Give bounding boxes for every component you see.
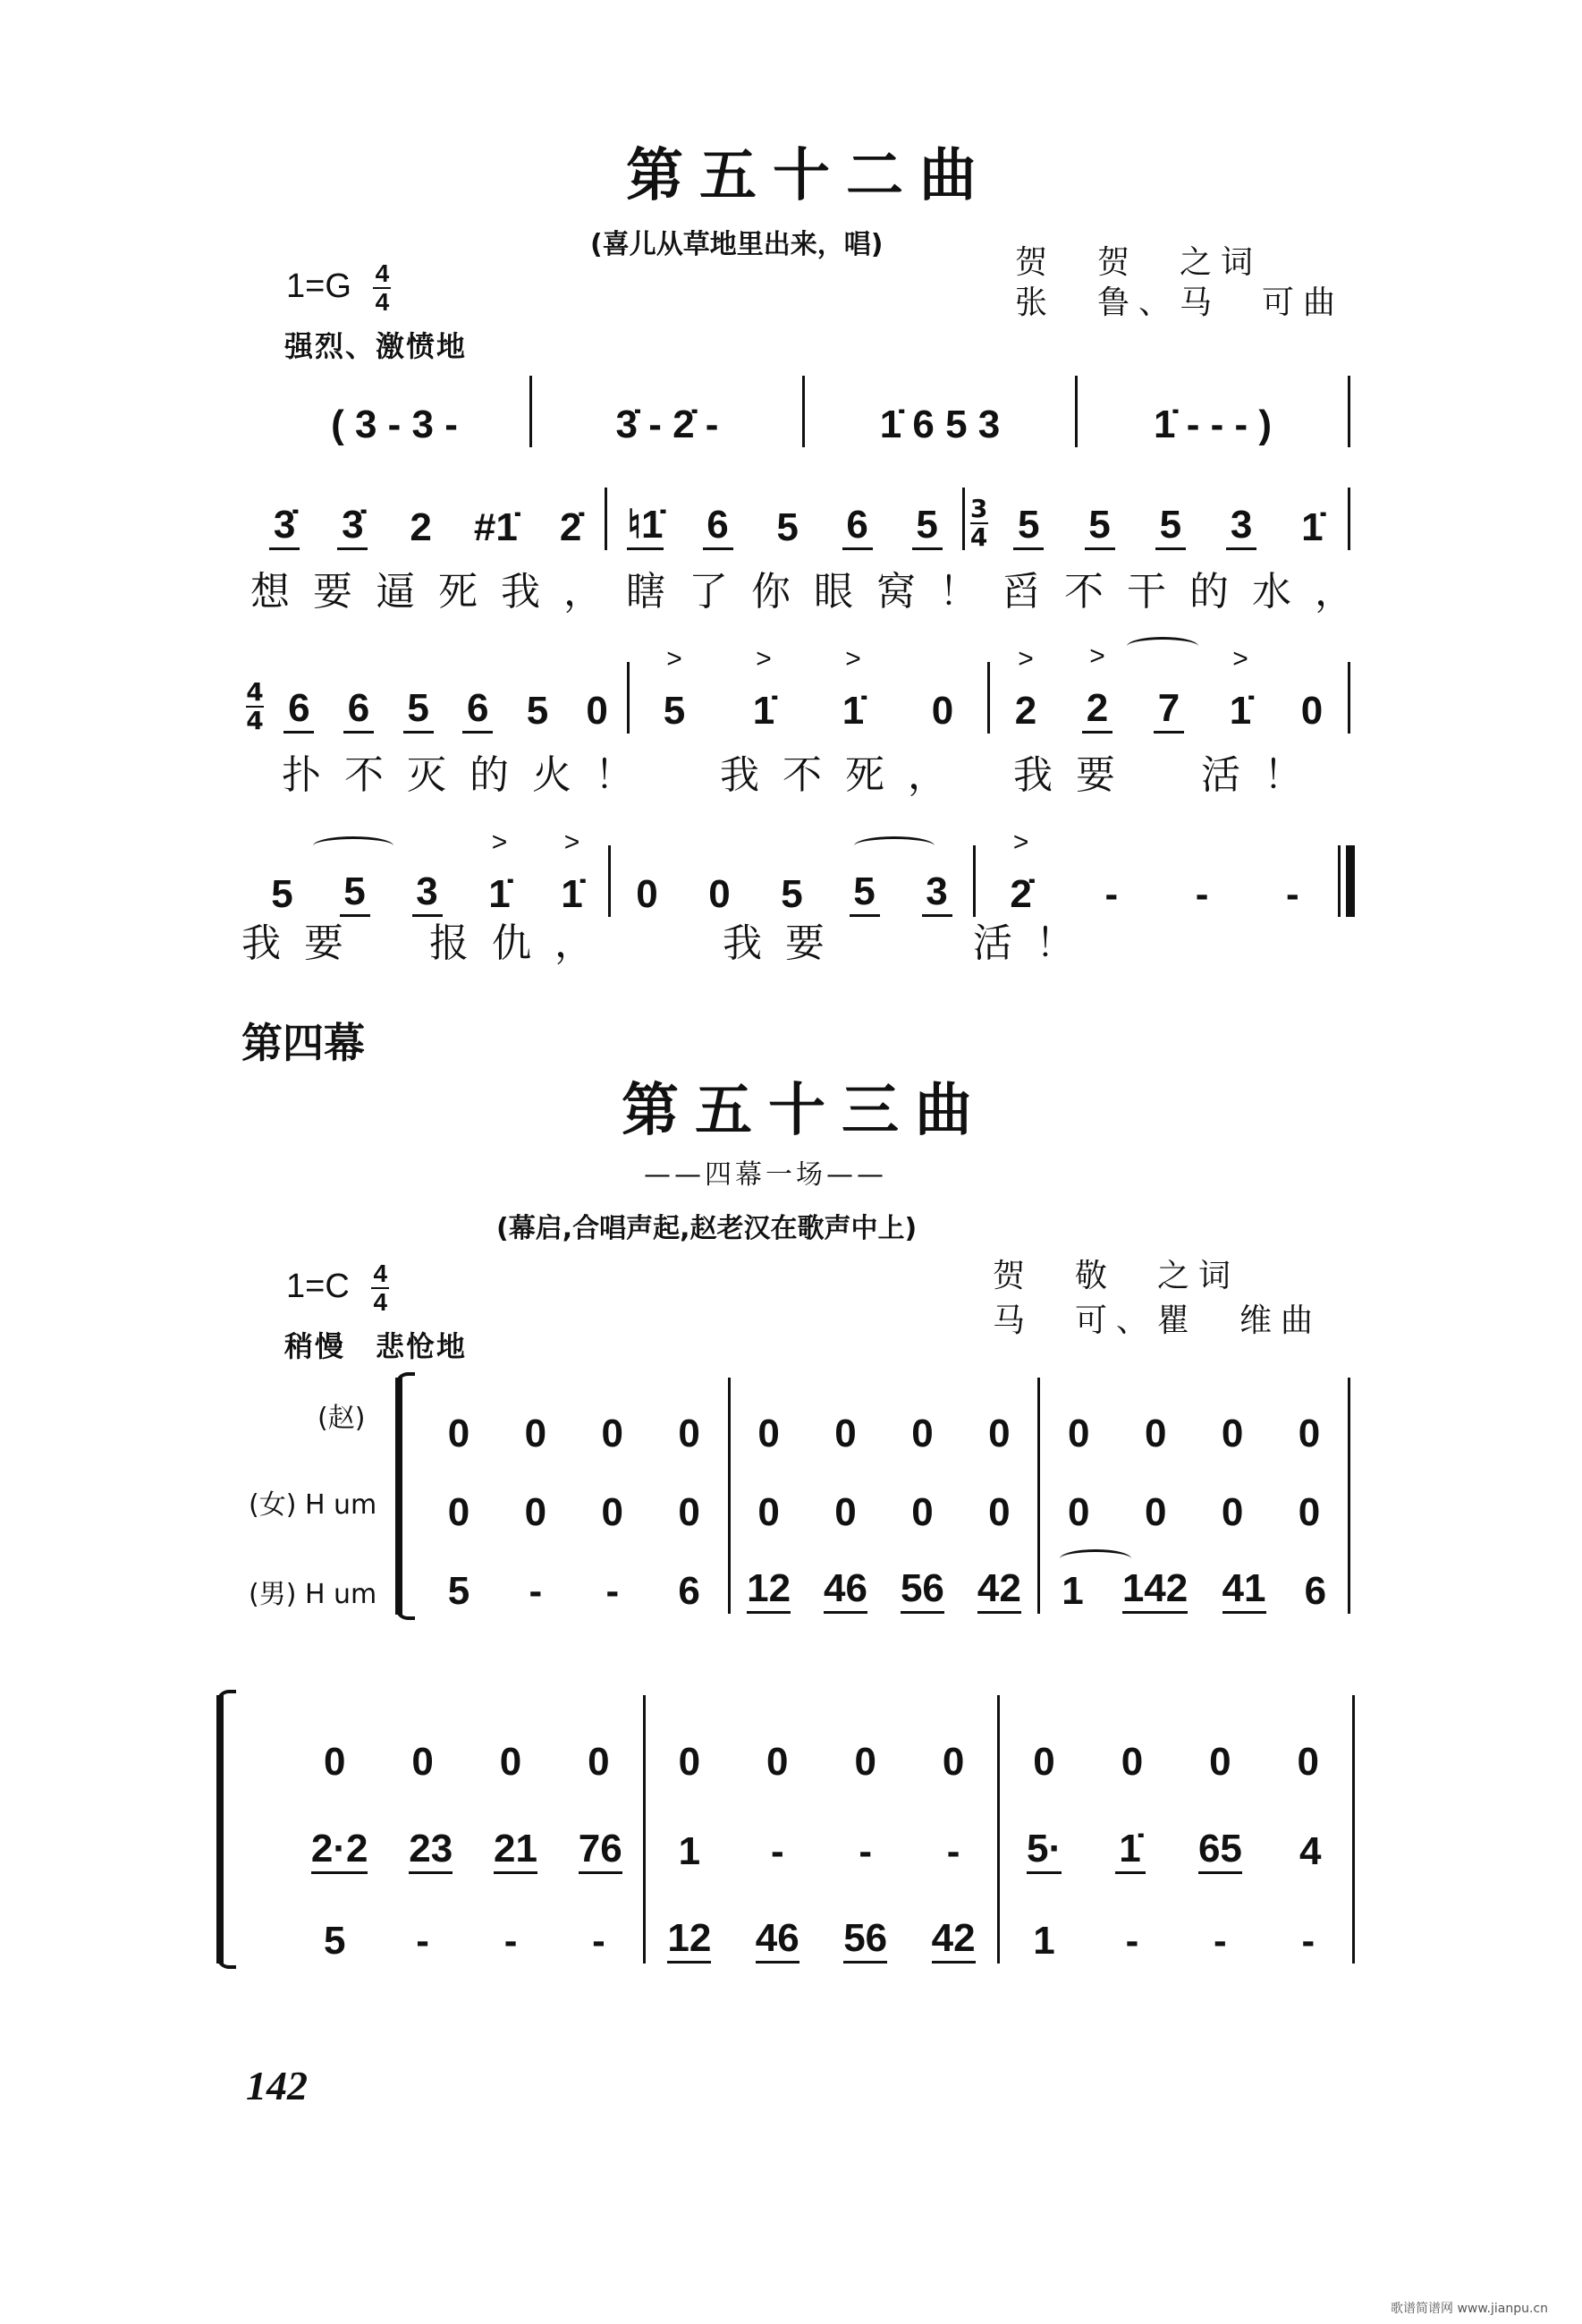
note: - (416, 1919, 429, 1963)
note: #1̇ (473, 505, 518, 549)
key-label: 1=G (286, 267, 351, 306)
note: 0 (1298, 1412, 1321, 1455)
note: 1̇ (1301, 505, 1324, 549)
time-signature-change: 3 4 (969, 494, 988, 552)
note: 6 (1304, 1569, 1327, 1613)
system-brace (395, 1378, 402, 1615)
song52-lyrics-line2: 扑不灭的火！ 我不死， 我要 活！ (282, 752, 1326, 798)
note: 5 (323, 1919, 346, 1963)
song52-line3 (246, 845, 1355, 917)
measure (994, 503, 1348, 550)
note: 0 (447, 1490, 470, 1534)
slur-mark (313, 836, 393, 855)
note: 5 (1085, 503, 1115, 550)
voice-row (420, 1456, 1350, 1535)
note: 0 (708, 872, 731, 916)
barline (962, 488, 965, 550)
voice-row (291, 1874, 1355, 1964)
note: - (592, 1919, 605, 1963)
note: 41 (1222, 1566, 1266, 1614)
note: 0 (911, 1412, 934, 1455)
note: 5· (1027, 1827, 1062, 1874)
song53-title: 第五十三曲 (622, 1077, 988, 1144)
note: ♮1̇ (627, 502, 663, 550)
measure (420, 1490, 728, 1535)
note: 7 (1154, 686, 1184, 734)
note: 0 (911, 1490, 934, 1534)
note: - (770, 1829, 784, 1873)
note: - (1125, 1919, 1139, 1963)
song52-lyricist: 贺 贺 之词 (1015, 244, 1263, 281)
measure (1078, 403, 1348, 447)
note: 0 (678, 1412, 700, 1455)
note: 0 (323, 1740, 346, 1784)
note: - (529, 1569, 543, 1613)
note: 46 (756, 1916, 799, 1964)
song52-intro-line (259, 376, 1350, 447)
note: 6 (842, 503, 873, 550)
final-barline-thick (1346, 845, 1355, 917)
note-group: 3̇ - 2̇ - (615, 403, 719, 446)
time-signature: $\frac{4}{4}$ (373, 261, 391, 315)
note: 0 (524, 1412, 547, 1455)
note: 6 (283, 686, 314, 734)
note: 0 (834, 1490, 857, 1534)
measure (250, 503, 605, 550)
note: 0 (942, 1740, 965, 1784)
song53-system2 (291, 1695, 1355, 1964)
note: - (605, 1569, 620, 1613)
song53-tempo-marking: 稍慢 悲怆地 (284, 1329, 468, 1363)
note: 5 (912, 503, 943, 550)
note-accent: > 1̇ (749, 689, 779, 734)
voice-row (291, 1695, 1355, 1785)
measure (269, 686, 627, 734)
measure (291, 1919, 643, 1964)
voice-row (420, 1535, 1350, 1614)
voice-row (291, 1785, 1355, 1874)
barline (1352, 1695, 1355, 1785)
note: 5 (850, 869, 880, 917)
note-group: ( 3 - 3 - (331, 403, 458, 446)
song53-key-signature (286, 1261, 389, 1315)
measure (420, 1412, 728, 1456)
note-accent: > 1̇ (838, 689, 868, 734)
watermark: 歌谱简谱网 www.jianpu.cn (1391, 2302, 1548, 2316)
voice-label-male: (男) H um (249, 1579, 377, 1610)
note: 12 (667, 1916, 711, 1964)
measure (1000, 1919, 1352, 1964)
note: 76 (579, 1827, 622, 1874)
note: 0 (834, 1412, 857, 1455)
act-heading: 第四幕 (241, 1019, 365, 1067)
time-signature-change: 4 4 (246, 677, 264, 735)
note-accent: > 1̇ (1225, 689, 1256, 734)
song52-lyrics-line3: 我要 报仇， 我要 活！ (241, 920, 1098, 966)
note: 5 (340, 869, 370, 917)
note: 21 (494, 1827, 537, 1874)
barline (1348, 662, 1350, 734)
measure (731, 1412, 1038, 1456)
note: - (859, 1829, 873, 1873)
song52-line1 (250, 488, 1350, 550)
measure (607, 502, 961, 550)
measure (1000, 1740, 1352, 1785)
note: 0 (1068, 1412, 1090, 1455)
song52-stage-direction: (喜儿从草地里出来，唱) (590, 229, 884, 260)
measure (646, 1829, 998, 1874)
note: 6 (462, 686, 493, 734)
note: 1 (1062, 1569, 1084, 1613)
barline (1352, 1785, 1355, 1874)
measure (630, 689, 987, 734)
song53-lyricist: 贺 敬 之词 (993, 1258, 1240, 1294)
note: 2·2 (311, 1827, 368, 1874)
note: 5 (1013, 503, 1044, 550)
note: 56 (843, 1916, 887, 1964)
note: 6 (678, 1569, 700, 1613)
note: 142 (1122, 1566, 1188, 1614)
song52-line2 (246, 662, 1350, 734)
measure (646, 1740, 998, 1785)
note: 0 (499, 1740, 522, 1784)
note: 56 (901, 1566, 944, 1614)
note: 3 (922, 869, 952, 917)
note: 0 (1121, 1740, 1144, 1784)
note: 12 (747, 1566, 791, 1614)
key-label: 1=C (286, 1268, 350, 1306)
note: 46 (824, 1566, 867, 1614)
measure (291, 1740, 643, 1785)
note: 1 (1033, 1919, 1055, 1963)
note: 1̇ (1115, 1827, 1146, 1874)
note: 0 (678, 1740, 701, 1784)
note: 42 (977, 1566, 1021, 1614)
note: - (1195, 872, 1209, 916)
measure (805, 403, 1075, 447)
song52-tempo-marking: 强烈、激愤地 (284, 329, 468, 363)
barline (1348, 1535, 1350, 1614)
note: 0 (1221, 1490, 1244, 1534)
measure (420, 1569, 728, 1614)
time-signature: $\frac{4}{4}$ (371, 1261, 389, 1315)
note-group: 1̇ - - - ) (1154, 403, 1272, 446)
voice-row (420, 1378, 1350, 1456)
note: 0 (1144, 1490, 1167, 1534)
note: 3̇ (337, 503, 368, 550)
note: 42 (932, 1916, 976, 1964)
measure (1040, 1490, 1348, 1535)
measure (532, 403, 802, 447)
note: 5 (447, 1569, 470, 1613)
note: 0 (524, 1490, 547, 1534)
measure (291, 1827, 643, 1874)
song52-lyrics-line1: 想要逼死我，瞎了你眼窝！舀不干的水， (250, 569, 1377, 615)
measure (731, 1490, 1038, 1535)
measure (1000, 1827, 1352, 1874)
note: 0 (1300, 689, 1324, 733)
barline (1348, 1456, 1350, 1535)
note: 0 (757, 1412, 780, 1455)
note: - (1286, 872, 1299, 916)
system-brace (216, 1695, 224, 1964)
note: 3 (412, 869, 443, 917)
note: 0 (601, 1412, 623, 1455)
note: 0 (636, 872, 658, 916)
measure (1040, 1566, 1348, 1614)
song53-scene: ——四幕一场—— (644, 1159, 887, 1191)
measure (259, 403, 529, 447)
note: 5 (526, 689, 549, 733)
note-group: 1̇ 6 5 3 (879, 403, 1001, 446)
note-accent: > 1̇ (485, 872, 515, 917)
note: 0 (766, 1740, 789, 1784)
note: - (1214, 1919, 1227, 1963)
barline (1348, 488, 1350, 550)
note: 0 (1068, 1490, 1090, 1534)
note-accent: > 2̇ (1006, 872, 1036, 917)
note-accent: > 2 (1082, 686, 1112, 734)
note: 6 (703, 503, 733, 550)
barline (1348, 376, 1350, 447)
slur-mark (1060, 1549, 1131, 1568)
note: 0 (988, 1412, 1011, 1455)
note: 5 (1155, 503, 1186, 550)
voice-label-female: (女) H um (249, 1489, 377, 1521)
note: 23 (409, 1827, 453, 1874)
song52-key-signature (286, 261, 391, 315)
note: 0 (586, 689, 608, 733)
note: 5 (776, 505, 799, 549)
song53-composer: 马 可、瞿 维曲 (993, 1302, 1323, 1339)
song53-stage-direction: (幕启,合唱声起,赵老汉在歌声中上) (496, 1213, 918, 1244)
song53-system1 (420, 1378, 1350, 1614)
slur-mark (1127, 637, 1198, 656)
barline (1348, 1378, 1350, 1456)
barline (1352, 1874, 1355, 1964)
measure (731, 1566, 1038, 1614)
note: 0 (447, 1412, 470, 1455)
final-barline (1338, 845, 1341, 917)
note: 0 (601, 1490, 623, 1534)
note: 0 (1033, 1740, 1055, 1784)
page-number: 142 (246, 2063, 308, 2108)
note-accent: > 1̇ (557, 872, 588, 917)
note: 0 (854, 1740, 876, 1784)
note: 6 (343, 686, 374, 734)
note: 2̇ (559, 505, 582, 549)
note: 0 (1209, 1740, 1231, 1784)
note: 2 (410, 505, 432, 549)
note: 0 (1297, 1740, 1319, 1784)
note: 0 (757, 1490, 780, 1534)
measure (646, 1916, 998, 1964)
note: 0 (988, 1490, 1011, 1534)
note: 3̇ (269, 503, 300, 550)
measure (1040, 1412, 1348, 1456)
note: - (1104, 872, 1119, 916)
note: 0 (931, 689, 954, 733)
note: 0 (1221, 1412, 1244, 1455)
note: - (503, 1919, 518, 1963)
slur-mark (854, 836, 935, 855)
note: 0 (678, 1490, 700, 1534)
note: 3 (1226, 503, 1256, 550)
measure (990, 686, 1348, 734)
note: 5 (271, 872, 293, 916)
note-accent: > 5 (659, 689, 689, 734)
note: - (1301, 1919, 1316, 1963)
note: 5 (781, 872, 803, 916)
note: 65 (1198, 1827, 1242, 1874)
song52-composer: 张 鲁、马 可曲 (1015, 284, 1345, 321)
note: 0 (411, 1740, 434, 1784)
note: 4 (1299, 1829, 1322, 1873)
note: 0 (588, 1740, 610, 1784)
note-accent: > 2 (1011, 689, 1041, 734)
song52-title: 第五十二曲 (626, 142, 993, 209)
voice-label-zhao: (赵) (317, 1403, 366, 1434)
note: - (946, 1829, 960, 1873)
note: 5 (403, 686, 434, 734)
note: 0 (1144, 1412, 1167, 1455)
note: 1 (678, 1829, 701, 1873)
note: 0 (1298, 1490, 1321, 1534)
